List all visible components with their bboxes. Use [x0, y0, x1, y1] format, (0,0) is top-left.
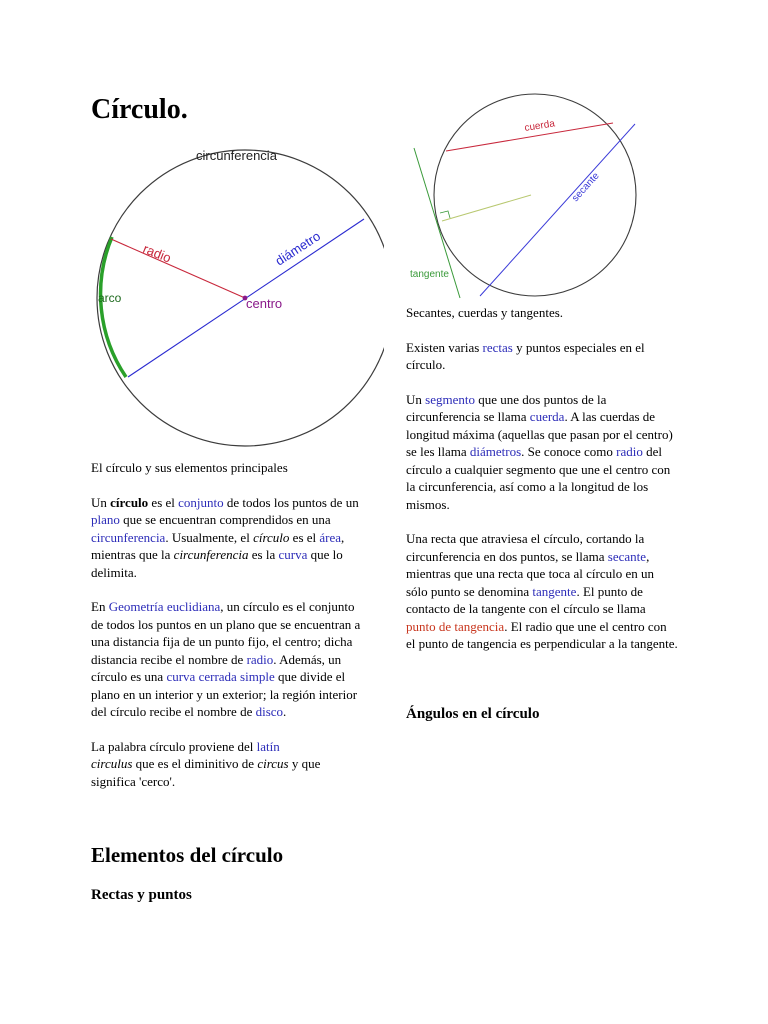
link-tangente[interactable]: tangente [532, 583, 577, 599]
link-secante[interactable]: secante [607, 548, 647, 564]
link-punto-de-tangencia[interactable]: punto de tangencia [406, 618, 505, 634]
left-column [91, 459, 365, 790]
link-segmento[interactable]: segmento [425, 391, 475, 407]
link-radio-right[interactable]: radio [616, 444, 643, 459]
secant-line [480, 124, 635, 296]
circumference-curve [97, 150, 388, 446]
paragraph-segmento: Un segmento que une dos puntos de la circunferencia se llama cuerda. A las cuerdas de longitud máxima (aquellas que pasan por el centro) se les llama diámetros. Se conoce como radio del círculo a cualquier segmento que une el centro con la circunferencia, así como a la longitud de los mismos. [406, 391, 673, 512]
circle-elements-diagram [88, 140, 388, 450]
figure1-caption: El círculo y sus elementos principales [91, 460, 288, 475]
paragraph-rectas: Existen varias rectas y puntos especiales en el círculo. [406, 339, 645, 372]
link-disco[interactable]: disco [255, 704, 284, 719]
subheading-angulos: Ángulos en el círculo [406, 706, 540, 722]
figure2-caption: Secantes, cuerdas y tangentes. [406, 305, 564, 320]
link-diametros[interactable]: diámetros [469, 444, 522, 459]
link-cuerda[interactable]: cuerda [529, 409, 565, 424]
paragraph-secante: Una recta que atraviesa el círculo, cortando la circunferencia en dos puntos, se llama secante, mientras que una recta que toca al círculo en un sólo punto se denomina tangente. El punto de contacto de la tangente con el círculo se llama punto de tangencia. El radio que une el centro con el punto de tangencia es perpendicular a la tangente. [406, 531, 678, 651]
page-title: Círculo. [91, 94, 188, 125]
link-area[interactable]: área [319, 529, 342, 545]
link-circunferencia[interactable]: circunferencia [91, 529, 166, 545]
label-radio: radio [140, 240, 174, 266]
label-secante: secante [570, 170, 602, 205]
label-diametro: diámetro [272, 228, 324, 269]
paragraph-geometry: En Geometría euclidiana, un círculo es el conjunto de todos los puntos en un plano que se encuentran a una distancia fija de un punto fijo, el centro; dicha distancia recibe el nombre de radio. Además, un círculo es una curva cerrada simple que divide el plano en un interior y un exterior; la región interior del círculo recibe el nombre de disco. [91, 599, 361, 719]
link-geometria-euclidiana[interactable]: Geometría euclidiana [108, 599, 221, 614]
paragraph-etymology: La palabra círculo proviene del latín circulus que es el diminitivo de circus y que significa 'cerco'. [91, 738, 321, 789]
link-curva-cerrada-simple[interactable]: curva cerrada simple [166, 669, 275, 684]
secants-chords-tangents-diagram [404, 92, 644, 302]
label-circunferencia: circunferencia [196, 148, 277, 163]
link-plano[interactable]: plano [91, 512, 120, 527]
link-curva[interactable]: curva [278, 547, 308, 562]
label-tangente: tangente [410, 269, 449, 280]
section-heading-elementos: Elementos del círculo [91, 843, 284, 867]
link-radio[interactable]: radio [246, 651, 274, 667]
label-arco: arco [98, 291, 122, 305]
right-angle-mark [440, 211, 450, 218]
link-latin[interactable]: latín [256, 738, 280, 754]
link-conjunto[interactable]: conjunto [178, 494, 224, 510]
arc-highlight [101, 237, 126, 377]
label-centro: centro [246, 296, 283, 311]
label-cuerda: cuerda [523, 118, 556, 134]
paragraph-definition: Un círculo es el conjunto de todos los puntos de un plano que se encuentran comprendidos en una circunferencia. Usualmente, el círculo es el área, mientras que la circunferencia es la curva que lo delimita. [91, 494, 359, 580]
right-column [406, 304, 678, 653]
link-rectas[interactable]: rectas [482, 339, 513, 355]
subheading-rectas-puntos: Rectas y puntos [91, 887, 192, 903]
radius-to-tangent [442, 195, 531, 221]
radius-line [111, 239, 245, 298]
